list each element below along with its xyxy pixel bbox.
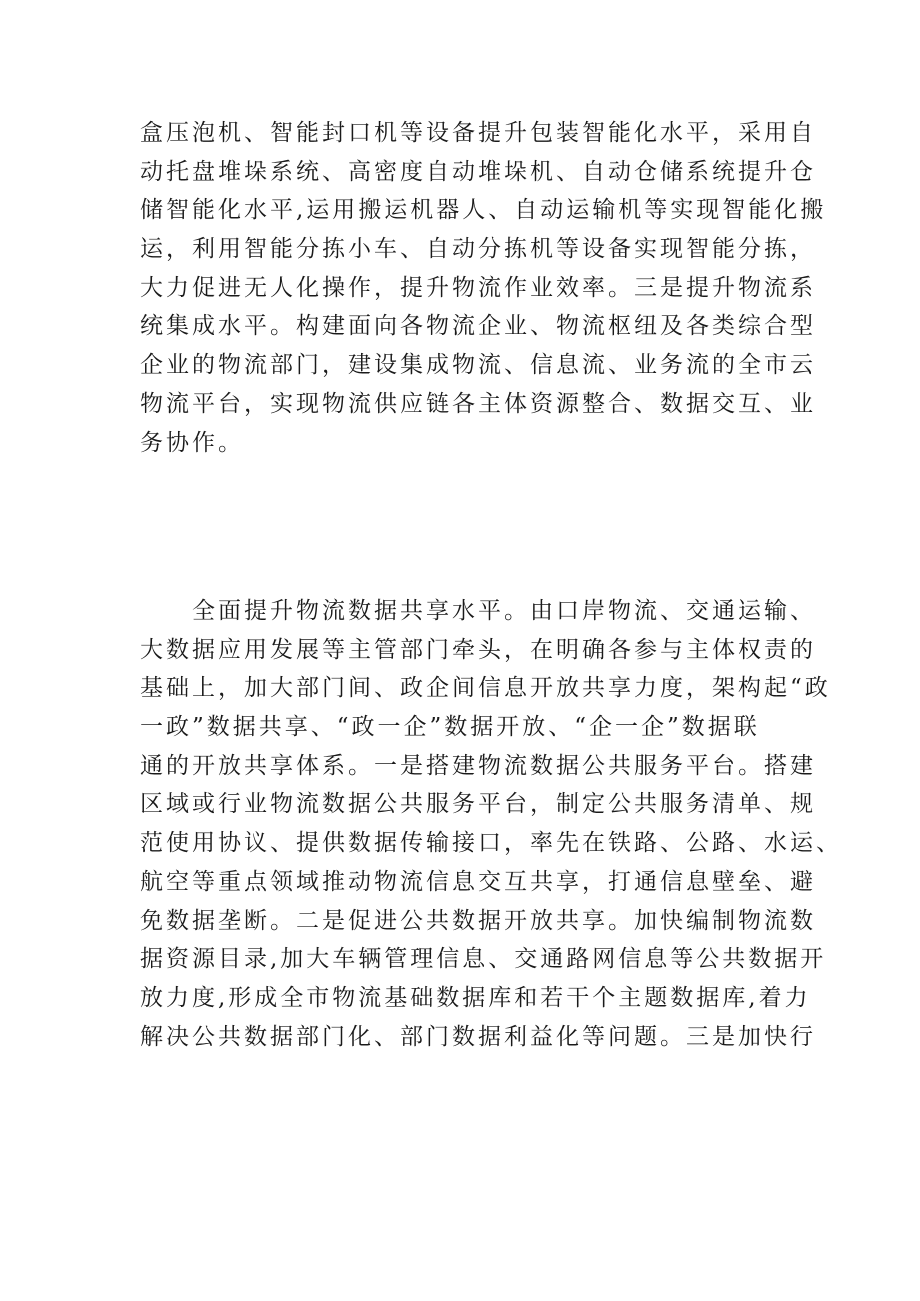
paragraph-line: 航空等重点领域推动物流信息交互共享，打通信息壁垒、避: [140, 868, 816, 895]
paragraph-line: 企业的物流部门，建设集成物流、信息流、业务流的全市云: [140, 352, 816, 379]
paragraph-line: 统集成水平。构建面向各物流企业、物流枢纽及各类综合型: [140, 313, 816, 340]
paragraph-line: 储智能化水平,运用搬运机器人、自动运输机等实现智能化搬: [140, 197, 827, 224]
paragraph-line: 务协作。: [140, 429, 244, 456]
paragraph-line: 盒压泡机、智能封口机等设备提升包装智能化水平，采用自: [140, 120, 816, 146]
paragraph-1: [140, 114, 827, 462]
paragraph-line: 解决公共数据部门化、部门数据利益化等问题。三是加快行: [140, 1023, 816, 1050]
paragraph-line: 免数据垄断。二是促进公共数据开放共享。加快编制物流数: [140, 907, 816, 934]
paragraph-2: [140, 592, 842, 1056]
paragraph-line: 动托盘堆垛系统、高密度自动堆垛机、自动仓储系统提升仓: [140, 158, 816, 185]
paragraph-line: 大力促进无人化操作，提升物流作业效率。三是提升物流系: [140, 274, 816, 301]
paragraph-line: 大数据应用发展等主管部门牵头，在明确各参与主体权责的: [140, 636, 816, 663]
paragraph-line: 范使用协议、提供数据传输接口，率先在铁路、公路、水运、: [140, 830, 842, 857]
paragraph-line: 全面提升物流数据共享水平。由口岸物流、交通运输、: [140, 598, 816, 624]
paragraph-line: 放力度,形成全市物流基础数据库和若干个主题数据库,着力: [140, 984, 811, 1011]
paragraph-line: 一政”数据共享、“政一企”数据开放、“企一企”数据联: [140, 714, 760, 741]
paragraph-line: 通的开放共享体系。一是搭建物流数据公共服务平台。搭建: [140, 752, 816, 779]
paragraph-line: 运，利用智能分拣小车、自动分拣机等设备实现智能分拣，: [140, 236, 816, 263]
paragraph-line: 基础上，加大部门间、政企间信息开放共享力度，架构起“政: [140, 675, 831, 702]
paragraph-line: 物流平台，实现物流供应链各主体资源整合、数据交互、业: [140, 390, 816, 417]
paragraph-line: 区域或行业物流数据公共服务平台，制定公共服务清单、规: [140, 791, 816, 818]
paragraph-line: 据资源目录,加大车辆管理信息、交通路网信息等公共数据开: [140, 946, 827, 973]
